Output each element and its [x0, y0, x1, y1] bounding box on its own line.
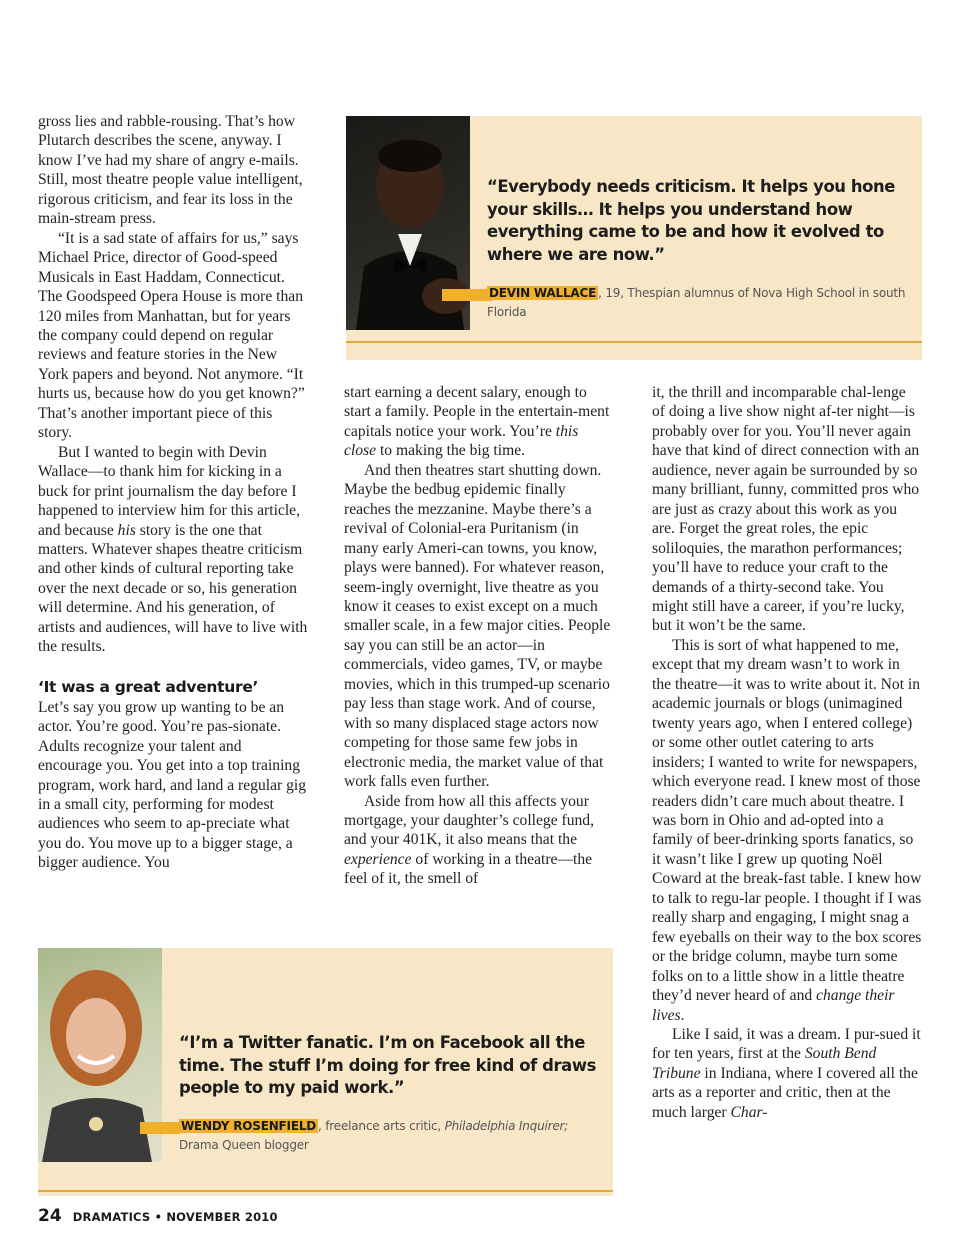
attribution-name: WENDY ROSENFIELD	[181, 1119, 317, 1133]
magazine-issue: DRAMATICS • NOVEMBER 2010	[72, 1210, 278, 1224]
pull-quote-wendy-rosenfield	[38, 948, 613, 1196]
paragraph: And then theatres start shutting down. Maybe the bedbug epidemic finally reaches the mezzanine. Maybe there’s a revival of Colonial-era Puritanism (in many early Ameri-can towns, you know, plays were banned). For whatever reason, seem-ingly overnight, live theatre as you know it ceases to exist except on a much smaller scale, in a few major cities. People say you can still be an actor—in commercials, video games, TV, or maybe movies, which in this trumped-up scenario pay less than stage work. And of course, with so many displaced stage actors now competing for those same few jobs in electronic media, the market value of that work falls even further.	[344, 461, 611, 791]
page-footer	[38, 1206, 278, 1226]
page-number: 24	[38, 1206, 62, 1226]
paragraph: start earning a decent salary, enough to start a family. People in the entertain-ment capitals notice your work. You’re this close to making the big time.	[344, 384, 610, 460]
name-highlight-bar	[140, 1122, 180, 1134]
quote-text: “Everybody needs criticism. It helps you hone your skills… It helps you understand how everything came to be and how it evolved to where we are now.”	[487, 177, 895, 264]
pull-quote-devin-wallace	[346, 116, 922, 360]
paragraph: Let’s say you grow up wanting to be an actor. You’re good. You’re pas-sionate. Adults recognize your talent and encourage you. You get into a top training program, work hard, and land a regular gig in a small city, performing for modest audiences who seem to ap-preciate what you do. You move up to a bigger stage, a bigger audience. You	[38, 698, 307, 872]
paragraph: Like I said, it was a dream. I pur-sued it for ten years, first at the South Bend Tribune in Indiana, where I covered all the arts as a reporter and critic, then at the much larger Char-	[652, 1025, 921, 1121]
section-subhead: ‘It was a great adventure’	[38, 677, 259, 696]
paragraph: Aside from how all this affects your mortgage, your daughter’s college fund, and your 401K, it also means that the experience of working in a theatre—the feel of it, the smell of	[344, 792, 595, 888]
quote-text: “I’m a Twitter fanatic. I’m on Facebook all the time. The stuff I’m doing for free kind of draws people to my paid work.”	[179, 1033, 596, 1098]
paragraph: But I wanted to begin with Devin Wallace—to thank him for kicking in a buck for print journalism the day before I happened to interview him for this article, and because his story is the one that matters. Whatever shapes theatre criticism and other kinds of cultural reporting take over the next decade or so, his generation will determine. And his generation, of artists and audiences, will have to live with the results.	[38, 443, 308, 656]
quote-attribution: WENDY ROSENFIELD , freelance arts critic, Philadelphia Inquirer; Drama Queen blogger	[179, 1119, 569, 1152]
name-highlight-bar	[442, 289, 492, 301]
attribution-name: DEVIN WALLACE	[489, 286, 597, 300]
article-column-1	[38, 112, 308, 873]
paragraph: gross lies and rabble-rousing. That’s how Plutarch describes the scene, anyway. I know I’ve had my share of angry e-mails. Still, most theatre people value intelligent, rigorous criticism, and fear its loss in the main-stream press.	[38, 113, 303, 228]
paragraph: This is sort of what happened to me, except that my dream wasn’t to work in the theatre—it was to write about it. Not in academic journals or blogs (unimagined twenty years ago, when I entered college) or some other outlet catering to arts insiders; I wanted to write for newspapers, which everyone read. I knew most of those readers didn’t care much about theatre. I was born in Ohio and ad-opted into a family of beer-drinking sports fanatics, so it wasn’t like I grew up quoting Noël Coward at the break-fast table. I knew how to talk to regu-lar people. I thought if I was really sharp and engaging, I might snag a few eyeballs on their way to the box scores or the bridge column, maybe turn some folks on to a little show in a little theatre they’d never heard of and change their lives.	[652, 636, 922, 1024]
article-column-3	[652, 383, 922, 1122]
paragraph: it, the thrill and incomparable chal-lenge of doing a live show night af-ter night—is probably over for you. You’ll never again have that kind of direct connection with an audience, never again be surrounded by so many brilliant, funny, committed pros who are just as crazy about this work as you are. Forget the great roles, the epic soliloquies, the marathon performances; you’ll have to reduce your craft to the demands of a thirty-second take. You might still have a career, if you’re lucky, but it won’t be the same.	[652, 384, 920, 635]
article-column-2	[344, 383, 614, 889]
quote-attribution: DEVIN WALLACE , 19, Thespian alumnus of Nova High School in south Florida	[487, 286, 906, 319]
divider	[38, 1190, 613, 1192]
divider	[346, 341, 922, 343]
paragraph: “It is a sad state of affairs for us,” says Michael Price, director of Good-speed Musicals in East Haddam, Connecticut. The Goodspeed Opera House is more than 120 miles from Manhattan, but for years the company could depend on regular reviews and feature stories in the New York papers and beyond. Not anymore. “It hurts us, because how do you get known?” That’s another important piece of this story.	[38, 229, 305, 442]
